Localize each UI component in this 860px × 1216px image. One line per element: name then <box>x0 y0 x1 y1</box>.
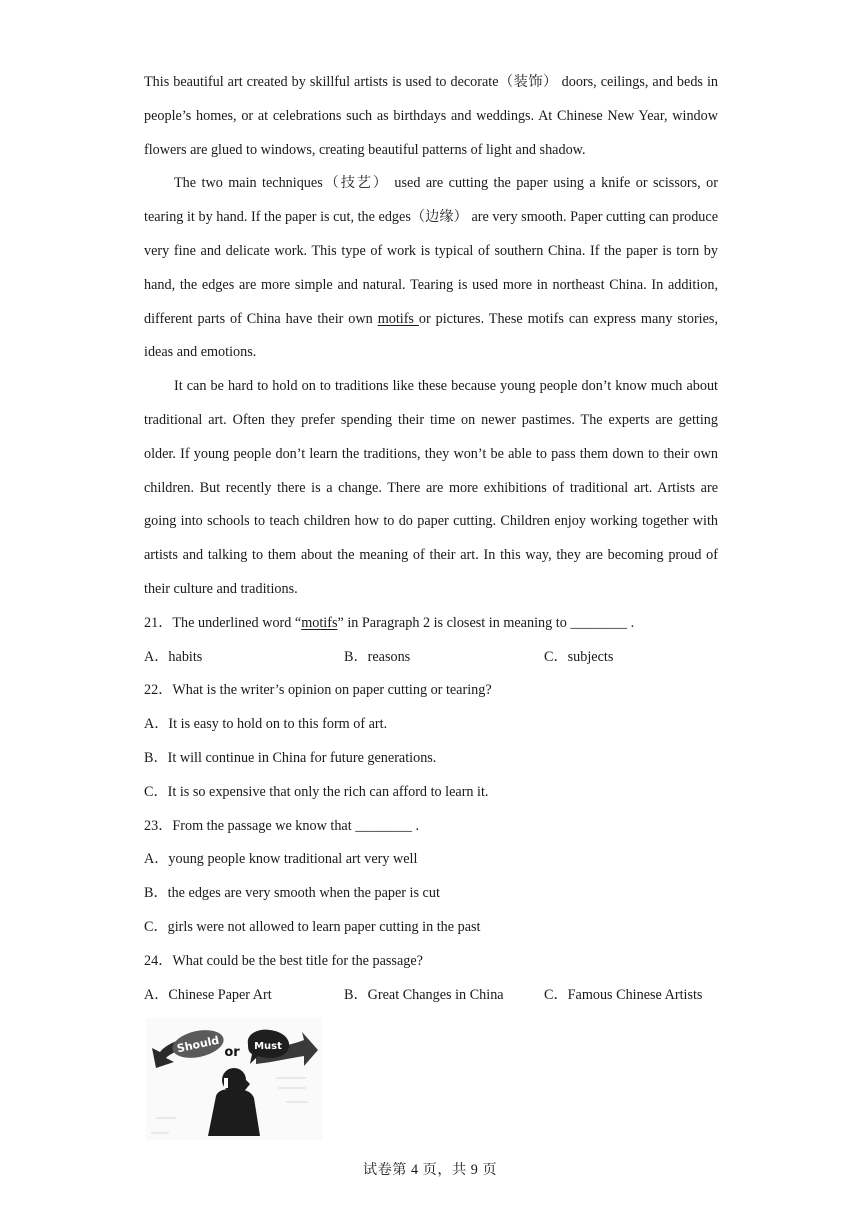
paragraph-2-text-end: or pictures. These motifs can express many stories, ideas and emotions. <box>144 310 718 361</box>
should-or-must-illustration <box>146 1018 322 1140</box>
question-23-option-a[interactable]: A．young people know traditional art very well <box>144 851 418 868</box>
question-24-stem: 24．What could be the best title for the passage? <box>144 952 423 969</box>
question-22-option-a[interactable]: A．It is easy to hold on to this form of art. <box>144 716 388 733</box>
passage-paragraph-3 <box>144 370 718 607</box>
question-21-stem-end: ” in Paragraph 2 is closest in meaning to ________ . <box>337 614 635 631</box>
question-21-underlined-word: motifs <box>301 614 338 631</box>
question-22-option-b[interactable]: B．It will continue in China for future generations. <box>144 749 437 766</box>
should-bubble-text: Should <box>175 1033 221 1056</box>
question-21-option-a[interactable]: A．habits <box>144 648 203 665</box>
underlined-word-motifs: motifs <box>377 310 419 327</box>
exam-page <box>144 66 718 1012</box>
must-bubble-text: Must <box>254 1041 282 1052</box>
question-24-options <box>144 979 718 1013</box>
page-footer: 试卷第 4 页，共 9 页 <box>362 1162 498 1178</box>
question-23-option-c[interactable]: C．girls were not allowed to learn paper cutting in the past <box>144 918 481 935</box>
question-21-stem <box>144 607 718 641</box>
question-23-option-b[interactable]: B．the edges are very smooth when the paper is cut <box>144 885 440 902</box>
or-text: or <box>224 1045 240 1060</box>
paragraph-1-text: This beautiful art created by skillful artists is used to decorate（装饰） doors, ceilings, and beds in people’s homes, or at celebrations such as birthdays and weddings. At Chinese New Year, window flowers are glued to windows, creating beautiful patterns of light and shadow. <box>144 74 718 158</box>
question-23-stem: 23．From the passage we know that ________ . <box>144 817 420 834</box>
question-21-option-b[interactable]: B．reasons <box>344 648 411 665</box>
question-22-stem: 22．What is the writer’s opinion on paper cutting or tearing? <box>144 682 492 699</box>
question-24-option-a[interactable]: A．Chinese Paper Art <box>144 986 272 1003</box>
question-23 <box>144 810 718 945</box>
question-24 <box>144 945 718 1013</box>
question-21-option-c[interactable]: C．subjects <box>544 648 614 665</box>
question-21-options <box>144 641 718 675</box>
passage-paragraph-1 <box>144 66 718 167</box>
question-22 <box>144 674 718 809</box>
question-24-option-b[interactable]: B．Great Changes in China <box>344 986 504 1003</box>
illustration-svg <box>146 1018 322 1140</box>
question-21 <box>144 607 718 675</box>
passage-paragraph-2 <box>144 167 718 370</box>
question-22-option-c[interactable]: C．It is so expensive that only the rich can afford to learn it. <box>144 783 489 800</box>
paragraph-2-text-start: The two main techniques（技艺） used are cutting the paper using a knife or scissors, or tearing it by hand. If the paper is cut, the edges（边缘） are very smooth. Paper cutting can produce very fine and delicate work. This type of work is typical of southern China. If the paper is torn by hand, the edges are more simple and natural. Tearing is used more in northeast China. In addition, different parts of China have their own <box>144 175 718 327</box>
question-24-option-c[interactable]: C．Famous Chinese Artists <box>544 986 703 1003</box>
question-21-stem-start: 21．The underlined word “ <box>144 614 302 631</box>
paragraph-3-text: It can be hard to hold on to traditions like these because young people don’t know much about traditional art. Often they prefer spending their time on newer pastimes. The experts are getting older. If young people don’t learn the traditions, they won’t be able to pass them down to their own children. But recently there is a change. There are more exhibitions of traditional art. Artists are going into schools to teach children how to do paper cutting. Children enjoy working together with artists and talking to them about the meaning of their art. In this way, they are becoming proud of their culture and traditions. <box>144 378 718 597</box>
